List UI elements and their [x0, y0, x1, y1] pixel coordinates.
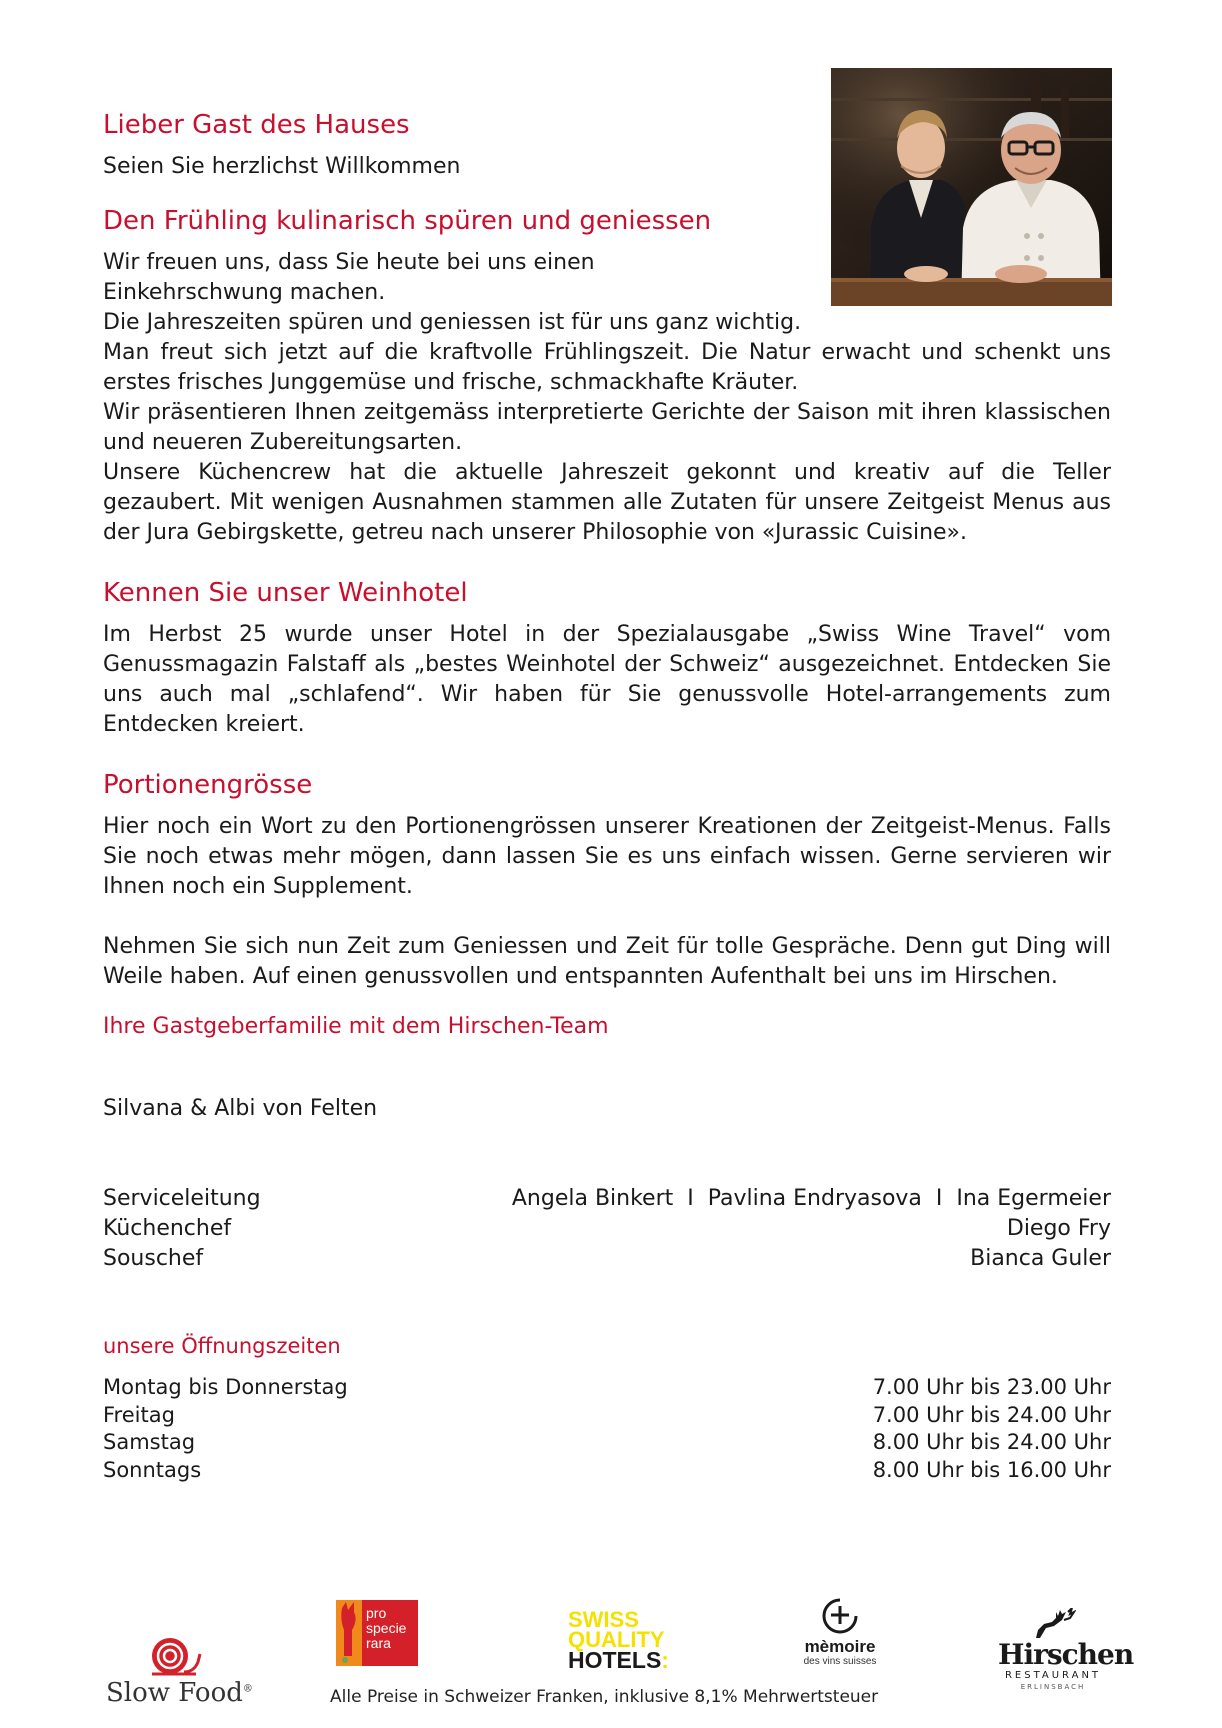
- opening-hours-title: unsere Öffnungszeiten: [103, 1334, 341, 1358]
- stag-icon: [1032, 1608, 1076, 1642]
- hirschen-location: ERLINSBACH: [1020, 1683, 1086, 1691]
- sqh-colon-icon: :: [661, 1647, 669, 1673]
- host-names: Silvana & Albi von Felten: [103, 1096, 378, 1121]
- slow-food-label: Slow Food: [106, 1678, 243, 1708]
- slow-food-logo: [106, 1632, 253, 1712]
- opening-day: Samstag: [103, 1430, 196, 1454]
- staff-list: [103, 1184, 1111, 1274]
- wine-section-title: Kennen Sie unser Weinhotel: [103, 578, 468, 608]
- sqh-line-3: HOTELS: [568, 1647, 662, 1673]
- spring-paragraph-2: Wir präsentieren Ihnen zeitgemäss interpretierte Gerichte der Saison mit ihren klassischen und neueren Zubereitungsarten.: [103, 400, 1111, 455]
- spring-line-1: Wir freuen uns, dass Sie heute bei uns einen: [103, 250, 595, 275]
- snail-icon: [144, 1632, 204, 1678]
- staff-role: Souschef: [103, 1246, 204, 1271]
- memoire-plus-icon: [820, 1596, 860, 1636]
- swiss-quality-hotels-logo: [568, 1607, 698, 1680]
- price-footnote: Alle Preise in Schweizer Franken, inklusive 8,1% Mehrwertsteuer: [330, 1687, 879, 1707]
- portion-section-text-2: Nehmen Sie sich nun Zeit zum Geniessen und Zeit für tolle Gespräche. Denn gut Ding will Weile haben. Auf einen genussvollen und entspannten Aufenthalt bei uns im Hirschen.: [103, 934, 1111, 989]
- opening-time: 8.00 Uhr bis 24.00 Uhr: [872, 1430, 1111, 1454]
- greeting-title: Lieber Gast des Hauses: [103, 110, 410, 140]
- greeting-text: Seien Sie herzlichst Willkommen: [103, 154, 461, 179]
- opening-hours-row: [103, 1429, 1111, 1457]
- spring-section-title: Den Frühling kulinarisch spüren und geniessen: [103, 206, 712, 236]
- staff-name: Angela Binkert I Pavlina Endryasova I Ina Egermeier: [511, 1186, 1111, 1211]
- slow-food-registered-mark: ®: [242, 1683, 253, 1695]
- sqh-line-2: QUALITY: [568, 1627, 665, 1652]
- opening-hours-row: [103, 1374, 1111, 1402]
- opening-day: Sonntags: [103, 1457, 202, 1482]
- staff-role: Küchenchef: [103, 1216, 232, 1241]
- memoire-subtitle: des vins suisses: [803, 1656, 877, 1667]
- sqh-line-1: SWISS: [568, 1607, 639, 1632]
- wine-section-text: Im Herbst 25 wurde unser Hotel in der Spezialausgabe „Swiss Wine Travel“ vom Genussmagazin Falstaff als „bestes Weinhotel der Schweiz“ ausgezeichnet. Entdecken Sie uns auch mal „schlafend“. Wir haben für Sie genussvolle Hotel-arrangements zum Entdecken kreiert.: [103, 622, 1111, 737]
- staff-name: Diego Fry: [1006, 1216, 1111, 1241]
- spring-line-3: Die Jahreszeiten spüren und geniessen ist für uns ganz wichtig.: [103, 310, 802, 335]
- staff-row: [103, 1214, 1111, 1244]
- main-content: [103, 108, 1111, 1484]
- hirschen-subtitle: RESTAURANT: [1004, 1670, 1102, 1681]
- signature-line: Ihre Gastgeberfamilie mit dem Hirschen-Team: [103, 1014, 609, 1039]
- opening-time: 7.00 Uhr bis 23.00 Uhr: [872, 1375, 1111, 1399]
- hirschen-restaurant-logo: [998, 1608, 1134, 1698]
- opening-hours-table: [103, 1374, 1111, 1484]
- portion-section-text-1: Hier noch ein Wort zu den Portionengrössen unserer Kreationen der Zeitgeist-Menus. Falls Sie noch etwas mehr mögen, dann lassen Sie es uns einfach wissen. Gerne servieren wir Ihnen noch ein Supplement.: [103, 814, 1111, 899]
- opening-day: Montag bis Donnerstag: [103, 1375, 348, 1399]
- spring-line-2: Einkehrschwung machen.: [103, 280, 386, 305]
- portion-section-title: Portionengrösse: [103, 770, 313, 800]
- memoire-title: mèmoire: [804, 1637, 876, 1656]
- pro-specie-rara-logo: [336, 1600, 418, 1666]
- opening-day: Freitag: [103, 1402, 175, 1427]
- pro-specie-rara-line-2: specie: [366, 1620, 407, 1636]
- spring-paragraph-3: Unsere Küchencrew hat die aktuelle Jahreszeit gekonnt und kreativ auf die Teller gezaubert. Mit wenigen Ausnahmen stammen alle Zutaten für unsere Zeitgeist Menus aus der Jura Gebirgskette, getreu nach unserer Philosophie von «Jurassic Cuisine».: [103, 460, 1111, 545]
- opening-time: 7.00 Uhr bis 24.00 Uhr: [872, 1402, 1111, 1427]
- opening-hours-row: [103, 1402, 1111, 1430]
- pro-specie-rara-line-3: rara: [366, 1635, 391, 1651]
- opening-hours-row: [103, 1457, 1111, 1485]
- pro-specie-rara-line-1: pro: [366, 1605, 387, 1621]
- hirschen-title: Hirschen: [998, 1638, 1134, 1671]
- staff-role: Serviceleitung: [103, 1186, 261, 1211]
- memoire-des-vins-suisses-logo: [790, 1596, 890, 1686]
- pro-specie-rara-animal-icon: [336, 1600, 366, 1666]
- staff-row: [103, 1184, 1111, 1214]
- opening-time: 8.00 Uhr bis 16.00 Uhr: [872, 1457, 1111, 1482]
- staff-name: Bianca Guler: [970, 1246, 1111, 1271]
- staff-row: [103, 1244, 1111, 1274]
- spring-paragraph-1: Man freut sich jetzt auf die kraftvolle Frühlingszeit. Die Natur erwacht und schenkt uns erstes frisches Junggemüse und frische, schmackhafte Kräuter.: [103, 340, 1111, 395]
